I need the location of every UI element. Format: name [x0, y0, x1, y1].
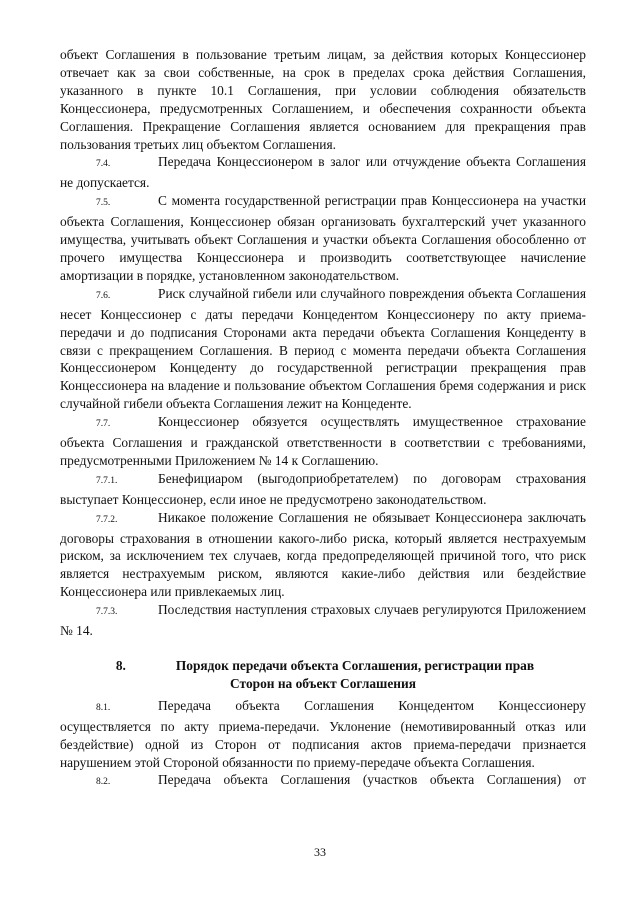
paragraph-7-7-3 [60, 601, 586, 640]
paragraph-text: С момента государственной регистрации прав Концессионера на участки объекта Соглашения, Концессионер обязан организовать бухгалтерский учет указанного имущества, учитывать объект Соглашения и участки объекта Соглашения обособленно от прочего имущества Концессионера и производить соответствующее начисление амортизации в порядке, установленном законодательством. [60, 193, 586, 283]
paragraph-7-6 [60, 285, 586, 413]
page-number: 33 [314, 845, 326, 859]
paragraph-number: 8.1. [96, 702, 111, 713]
section-title-line-1: Порядок передачи объекта Соглашения, регистрации прав [175, 658, 535, 673]
paragraph-text: Последствия наступления страховых случаев регулируются Приложением № 14. [60, 602, 586, 639]
paragraph-number: 7.6. [96, 290, 111, 301]
paragraph-text: Передача объекта Соглашения Концедентом Концессионеру осуществляется по акту приема-передачи. Уклонение (немотивированный отказ или бездействие) одной из Сторон от подписания актов приема-передачи признается нарушением этой Стороной обязанности по приему-передаче объекта Соглашения. [60, 697, 586, 770]
paragraph-text: Концессионер обязуется осуществлять имущественное страхование объекта Соглашения и гражданской ответственности в соответствии с требованиями, предусмотренными Приложением № 14 к Соглашению. [60, 414, 586, 468]
paragraph-7-5 [60, 192, 586, 285]
paragraph-7-4 [60, 153, 586, 192]
paragraph-8-2 [60, 771, 586, 792]
paragraph-text: Передача объекта Соглашения (участков объекта Соглашения) от [158, 772, 586, 788]
section-heading-line-1 [60, 657, 586, 675]
paragraph-number: 7.5. [96, 198, 111, 209]
page-content [60, 46, 586, 792]
section-number: 8. [115, 658, 126, 673]
paragraph-text: Передача Концессионером в залог или отчуждение объекта Соглашения не допускается. [60, 154, 586, 191]
paragraph-number: 7.7.2. [96, 514, 118, 525]
paragraph-number: 7.7.3. [96, 607, 118, 618]
paragraph-text: Бенефициаром (выгодоприобретателем) по договорам страхования выступает Концессионер, если иное не предусмотрено законодательством. [60, 470, 586, 507]
paragraph-text: объект Соглашения в пользование третьим лицам, за действия которых Концессионер отвечает как за свои собственные, на срок в пределах срока действия Соглашения, указанного в пункте 10.1 Соглашения, при условии соблюдения обязательств Концессионера, предусмотренных Соглашением, и обеспечения сохранности объекта Соглашения. Прекращение Соглашения является основанием для прекращения прав пользования третьих лиц объектом Соглашения. [60, 47, 586, 152]
paragraph-text: Риск случайной гибели или случайного повреждения объекта Соглашения несет Концессионер с даты передачи Концедентом Концессионеру по акту приема-передачи и до подписания Сторонами акта передачи объекта Соглашения Концеденту в связи с прекращением Соглашения. В период с момента передачи объекта Соглашения Концессионером Концеденту до государственной регистрации прекращения прав Концессионера на владение и пользование объектом Соглашения бремя содержания и риск случайной гибели объекта Соглашения лежит на Концеденте. [60, 285, 586, 412]
paragraph-7-7 [60, 413, 586, 470]
paragraph-number: 7.4. [96, 159, 111, 170]
paragraph-number: 7.7.1. [96, 475, 118, 486]
paragraph-8-1 [60, 697, 586, 772]
paragraph-7-7-1 [60, 470, 586, 509]
paragraph-number: 8.2. [96, 777, 111, 788]
paragraph-7-7-2 [60, 509, 586, 602]
paragraph-continued [60, 46, 586, 153]
paragraph-text: Никакое положение Соглашения не обязывает Концессионера заключать договоры страхования в отношении какого-либо риска, который является нестрахуемым риском, за исключением тех случаев, когда предопределяющей причиной того, что риск является нестрахуемым риском, являются какие-либо действия или бездействие Концессионера или привлекаемых лиц. [60, 509, 586, 600]
section-title-line-2: Сторон на объект Соглашения [230, 675, 416, 691]
section-heading [60, 657, 586, 693]
paragraph-number: 7.7. [96, 419, 111, 430]
